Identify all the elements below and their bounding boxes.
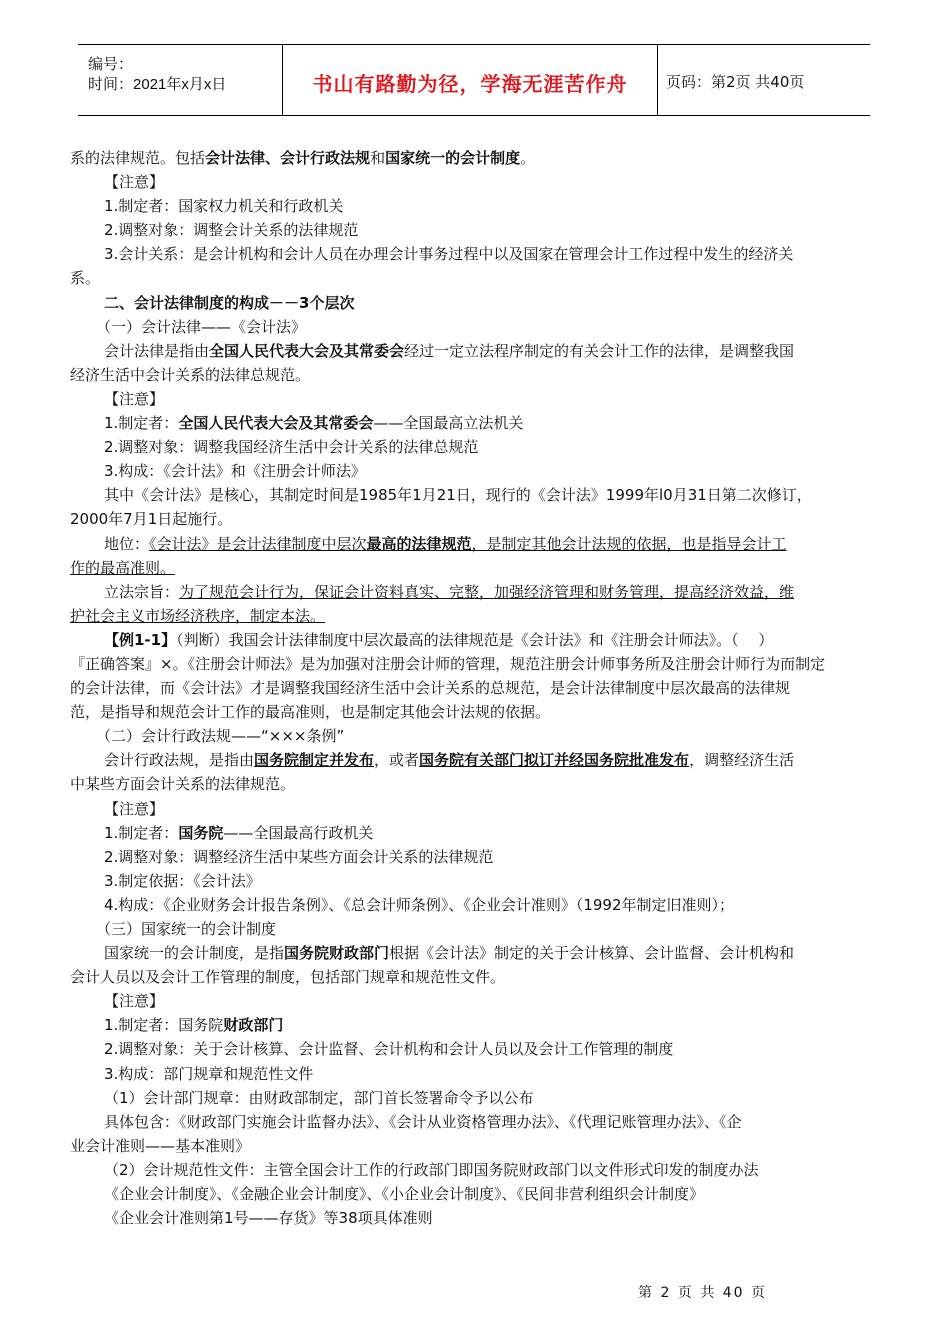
text-line: 会计法律是指由全国人民代表大会及其常委会经过一定立法程序制定的有关会计工作的法律，是调整我国 — [104, 341, 795, 360]
subsection-heading: （二）会计行政法规——“×××条例” — [96, 727, 345, 746]
text-line: 护社会主义市场经济秩序，制定本法。 — [70, 606, 326, 625]
text-line: 2.调整对象：调整经济生活中某些方面会计关系的法律规范 — [104, 847, 494, 866]
header-page-cell — [658, 45, 870, 115]
text-line: 经济生活中会计关系的法律总规范。 — [70, 365, 311, 384]
text-line: 3.构成：部门规章和规范性文件 — [104, 1064, 314, 1083]
text-line: 的会计法律，而《会计法》才是调整我国经济生活中会计关系的总规范，是会计法律制度中层次最高的法律规 — [70, 679, 791, 698]
text-line: 业会计准则——基本准则》 — [70, 1136, 251, 1155]
text-line: 《企业会计准则第1号——存货》等38项具体准则 — [104, 1209, 433, 1228]
header-motto-cell — [282, 45, 658, 115]
document-body — [70, 146, 890, 1230]
note-heading: 【注意】 — [104, 389, 165, 408]
text-line: 具体包含：《财政部门实施会计监督办法》、《会计从业资格管理办法》、《代理记账管理办法》、《企 — [104, 1112, 742, 1131]
text-line: 立法宗旨：为了规范会计行为，保证会计资料真实、完整，加强经济管理和财务管理，提高经济效益，维 — [104, 582, 795, 601]
document-number-label: 编号： — [88, 56, 134, 73]
text-line: 系。 — [70, 269, 101, 288]
text-line: 1.制定者：全国人民代表大会及其常委会——全国最高立法机关 — [104, 414, 524, 433]
text-line: 2.调整对象：调整我国经济生活中会计关系的法律总规范 — [104, 438, 479, 457]
note-heading: 【注意】 — [104, 992, 165, 1011]
text-line: 地位：《会计法》是会计法律制度中层次最高的法律规范，是制定其他会计法规的依据，也是指导会计工 — [104, 534, 787, 553]
text-line: 《企业会计制度》、《金融企业会计制度》、《小企业会计制度》、《民间非营利组织会计制度》 — [104, 1185, 705, 1204]
note-heading: 【注意】 — [104, 173, 165, 192]
text-line: 3.会计关系：是会计机构和会计人员在办理会计事务过程中以及国家在管理会计工作过程中发生的经济关 — [104, 245, 794, 264]
text-line: 3.构成：《会计法》和《注册会计师法》 — [104, 462, 366, 481]
text-line: 系的法律规范。包括会计法律、会计行政法规和国家统一的会计制度。 — [70, 149, 536, 167]
subsection-heading: （三）国家统一的会计制度 — [96, 920, 277, 938]
header-motto: 书山有路勤为径，学海无涯苦作舟 — [312, 72, 628, 96]
header-meta — [78, 45, 282, 115]
text-line: 范，是指导和规范会计工作的最高准则，也是制定其他会计法规的依据。 — [70, 703, 551, 722]
example-line: 【例1-1】（判断）我国会计法律制度中层次最高的法律规范是《会计法》和《注册会计师法》。（ ） — [104, 630, 774, 649]
text-line: 中某些方面会计关系的法律规范。 — [70, 775, 296, 794]
text-line: （1）会计部门规章：由财政部制定，部门首长签署命令予以公布 — [104, 1088, 534, 1107]
text-line: 作的最高准则。 — [70, 558, 176, 577]
text-line: 3.制定依据：《会计法》 — [104, 871, 261, 890]
text-line: 1.制定者：国家权力机关和行政机关 — [104, 197, 344, 216]
text-line: 2000年7月1日起施行。 — [70, 510, 233, 529]
header-page-info: 页码：第2页 共40页 — [666, 73, 805, 91]
text-line: 1.制定者：国务院财政部门 — [104, 1016, 284, 1035]
text-line: 2.调整对象：调整会计关系的法律规范 — [104, 221, 359, 240]
text-line: 4.构成：《企业财务会计报告条例》、《总会计师条例》、《企业会计准则》（1992年制定旧准则）； — [104, 895, 734, 914]
text-line: 国家统一的会计制度，是指国务院财政部门根据《会计法》制定的关于会计核算、会计监督、会计机构和 — [104, 944, 795, 963]
text-line: 2.调整对象：关于会计核算、会计监督、会计机构和会计人员以及会计工作管理的制度 — [104, 1040, 674, 1059]
text-line: 会计行政法规，是指由国务院制定并发布，或者国务院有关部门拟订并经国务院批准发布，调整经济生活 — [104, 751, 795, 770]
subsection-heading: （一）会计法律——《会计法》 — [96, 317, 307, 336]
page-footer: 第 2 页 共 40 页 — [638, 1285, 767, 1301]
note-heading: 【注意】 — [104, 799, 165, 818]
answer-line: 『正确答案』×。《注册会计师法》是为加强对注册会计师的管理，规范注册会计师事务所及注册会计师行为而制定 — [70, 654, 826, 673]
text-line: 1.制定者：国务院——全国最高行政机关 — [104, 823, 374, 842]
text-line: （2）会计规范性文件：主管全国会计工作的行政部门即国务院财政部门以文件形式印发的制度办法 — [104, 1160, 759, 1179]
page-header — [78, 44, 870, 116]
text-line: 其中《会计法》是核心，其制定时间是1985年1月21日，现行的《会计法》1999年l0月31日第二次修订， — [104, 486, 812, 505]
section-heading: 二、会计法律制度的构成－－3个层次 — [104, 293, 355, 312]
text-line: 会计人员以及会计工作管理的制度，包括部门规章和规范性文件。 — [70, 968, 506, 987]
document-date: 时间：2021年x月x日 — [88, 76, 227, 93]
